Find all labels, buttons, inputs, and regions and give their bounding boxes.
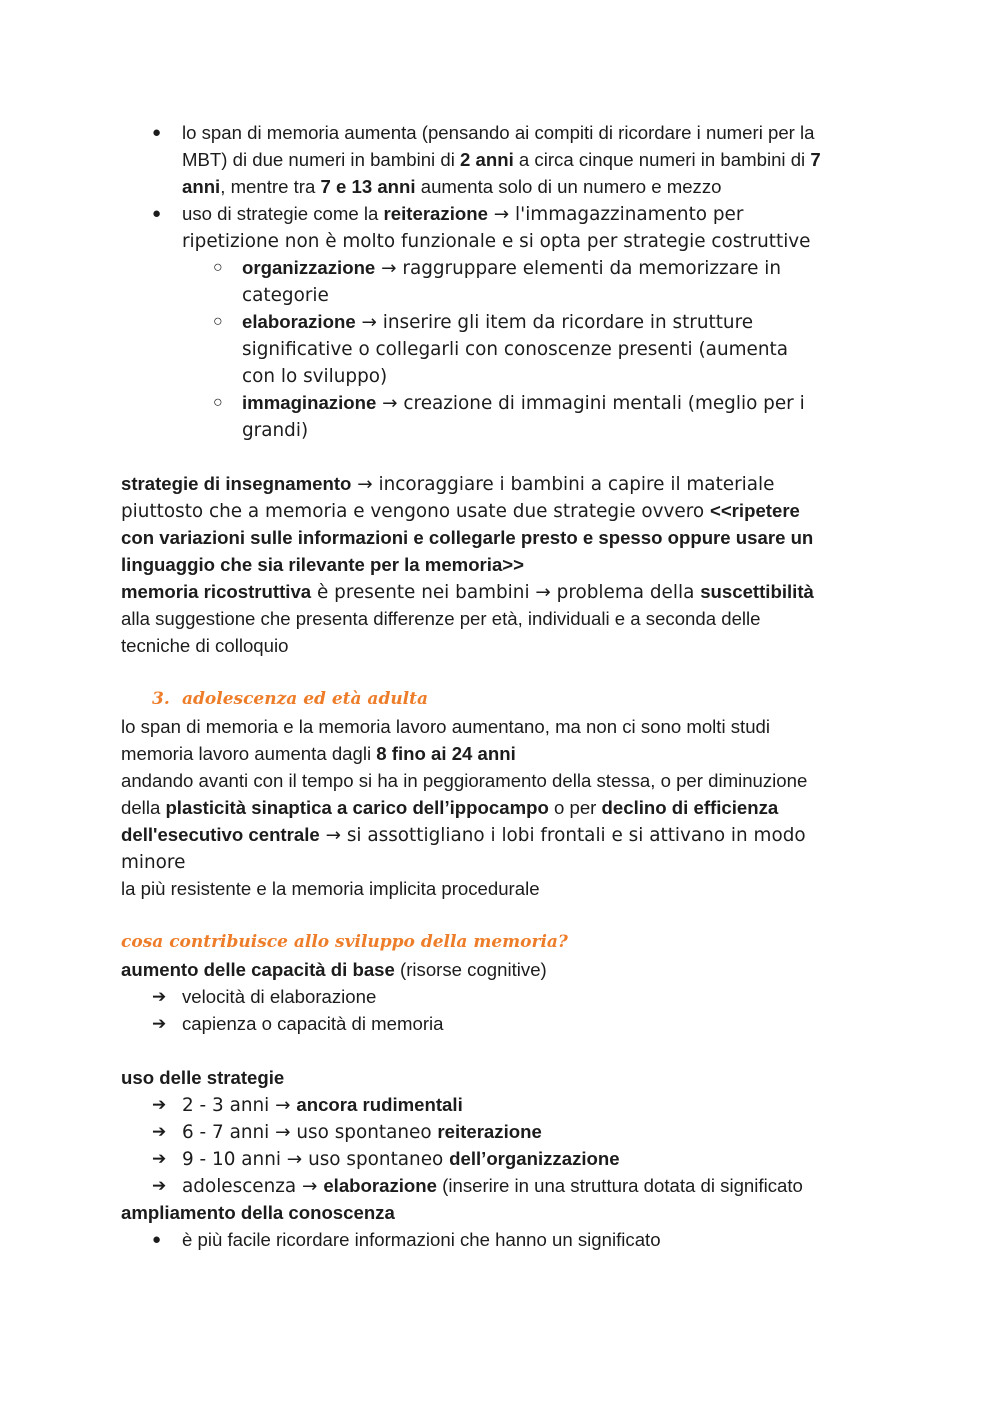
paragraph-line (121, 497, 881, 524)
subbullet-immaginazione (121, 389, 881, 416)
bold-text: dell’organizzazione (449, 1148, 620, 1169)
paragraph-line (121, 632, 881, 659)
bold-text: strategie di insegnamento (121, 473, 352, 494)
text: velocità di elaborazione (182, 986, 377, 1007)
text: la più resistente e la memoria implicita procedurale (121, 878, 540, 899)
bold-text: dell'esecutivo centrale (121, 824, 320, 845)
bold-text: plasticità sinaptica a carico dell’ippocampo (165, 797, 549, 818)
subbullet-line (121, 416, 881, 443)
bold-text: elaborazione (242, 311, 356, 332)
bold-text: <<ripetere (709, 500, 800, 521)
text: 6 - 7 anni → uso spontaneo (182, 1122, 438, 1143)
bold-text: ampliamento della conoscenza (121, 1202, 395, 1223)
paragraph-line (121, 551, 881, 578)
bold-text: reiterazione (383, 203, 488, 224)
bold-text: 2 anni (460, 149, 514, 170)
arrow-item (121, 1118, 881, 1145)
arrow-item (121, 983, 881, 1010)
bold-text: anni (182, 176, 221, 197)
bullet-item (121, 1226, 881, 1253)
text: uso di strategie come la (182, 203, 384, 224)
paragraph-line (121, 470, 881, 497)
arrow-item (121, 1145, 881, 1172)
text: adolescenza → (182, 1176, 324, 1197)
paragraph-line (121, 848, 881, 875)
spacer (121, 1037, 881, 1064)
arrow-item (121, 1010, 881, 1037)
bold-text: 8 fino ai 24 anni (376, 743, 516, 764)
text: memoria lavoro aumenta dagli (121, 743, 377, 764)
paragraph-line (121, 578, 881, 605)
text: → l'immagazzinamento per (487, 204, 744, 225)
paragraph-line (121, 794, 881, 821)
text: lo span di memoria aumenta (pensando ai compiti di ricordare i numeri per la (182, 122, 815, 143)
text: piuttosto che a memoria e vengono usate due strategie ovvero (121, 501, 710, 522)
paragraph-line (121, 875, 881, 902)
spacer (121, 443, 881, 470)
text: con lo sviluppo) (242, 366, 388, 387)
text: grandi) (242, 420, 309, 441)
text: a circa cinque numeri in bambini di (513, 149, 811, 170)
text: significative o collegarli con conoscenze presenti (aumenta (242, 339, 788, 360)
bullet-strategie (121, 200, 881, 227)
arrow-icon: ➔ (152, 987, 167, 1006)
text: (inserire in una struttura dotata di significato (436, 1175, 803, 1196)
bullet-span-memoria (121, 119, 881, 146)
subbullet-elaborazione (121, 308, 881, 335)
spacer (121, 902, 881, 929)
document-body (121, 119, 881, 1253)
text: andando avanti con il tempo si ha in peggioramento della stessa, o per diminuzione (121, 770, 808, 791)
arrow-item (121, 1172, 881, 1199)
subbullet-line (121, 281, 881, 308)
text: capienza o capacità di memoria (182, 1013, 444, 1034)
paragraph-line (121, 767, 881, 794)
heading-text: cosa contribuisce allo sviluppo della memoria? (121, 932, 568, 952)
bold-text: 7 e 13 anni (320, 176, 416, 197)
paragraph-line (121, 740, 881, 767)
text: → raggruppare elementi da memorizzare in (375, 258, 782, 279)
bullet-marker: ● (152, 1231, 162, 1248)
bullet-line (121, 146, 881, 173)
text: è più facile ricordare informazioni che hanno un significato (182, 1229, 661, 1250)
bold-text: elaborazione (323, 1175, 437, 1196)
spacer (121, 659, 881, 686)
text: della (121, 797, 166, 818)
text: → creazione di immagini mentali (meglio per i (376, 393, 805, 414)
heading-text: adolescenza ed età adulta (182, 689, 429, 709)
arrow-icon: ➔ (152, 1122, 167, 1141)
text: categorie (242, 285, 329, 306)
text: lo span di memoria e la memoria lavoro aumentano, ma non ci sono molti studi (121, 716, 771, 737)
section-heading (121, 686, 881, 713)
text: tecniche di colloquio (121, 635, 289, 656)
text: 9 - 10 anni → uso spontaneo (182, 1149, 450, 1170)
bold-text: organizzazione (242, 257, 376, 278)
subbullet-marker: ○ (213, 259, 223, 276)
bold-text: memoria ricostruttiva (121, 581, 312, 602)
bold-text: aumento delle capacità di base (121, 959, 395, 980)
arrow-icon: ➔ (152, 1176, 167, 1195)
text: → si assottigliano i lobi frontali e si attivano in modo (319, 825, 806, 846)
arrow-icon: ➔ (152, 1149, 167, 1168)
subbullet-marker: ○ (213, 313, 223, 330)
bold-text: con variazioni sulle informazioni e collegarle presto e spesso oppure usare un (121, 527, 814, 548)
bold-text: 7 (810, 149, 821, 170)
text: (risorse cognitive) (394, 959, 547, 980)
bullet-line (121, 227, 881, 254)
subbullet-organizzazione (121, 254, 881, 281)
arrow-icon: ➔ (152, 1095, 167, 1114)
text: ripetizione non è molto funzionale e si opta per strategie costruttive (182, 231, 811, 252)
paragraph-line (121, 605, 881, 632)
paragraph-line (121, 1064, 881, 1091)
subbullet-line (121, 335, 881, 362)
paragraph-line (121, 524, 881, 551)
bold-text: uso delle strategie (121, 1067, 285, 1088)
paragraph-line (121, 713, 881, 740)
subbullet-marker: ○ (213, 394, 223, 411)
text: alla suggestione che presenta differenze per età, individuali e a seconda delle (121, 608, 761, 629)
text: aumenta solo di un numero e mezzo (415, 176, 722, 197)
bullet-line (121, 173, 881, 200)
bold-text: immaginazione (242, 392, 377, 413)
text: → inserire gli item da ricordare in strutture (355, 312, 754, 333)
bullet-marker: ● (152, 124, 162, 141)
arrow-item (121, 1091, 881, 1118)
paragraph-line (121, 821, 881, 848)
paragraph-line (121, 1199, 881, 1226)
subbullet-line (121, 362, 881, 389)
text: MBT) di due numeri in bambini di (182, 149, 460, 170)
paragraph-line (121, 956, 881, 983)
section-heading (121, 929, 881, 956)
bullet-marker: ● (152, 205, 162, 222)
text: o per (548, 797, 602, 818)
text: è presente nei bambini → problema della (311, 582, 701, 603)
bold-text: reiterazione (437, 1121, 542, 1142)
text: , mentre tra (220, 176, 321, 197)
text: → incoraggiare i bambini a capire il materiale (351, 474, 775, 495)
bold-text: ancora rudimentali (296, 1094, 463, 1115)
text: minore (121, 852, 186, 873)
heading-number: 3. (152, 689, 170, 709)
text: 2 - 3 anni → (182, 1095, 297, 1116)
bold-text: declino di efficienza (601, 797, 779, 818)
arrow-icon: ➔ (152, 1014, 167, 1033)
bold-text: suscettibilità (700, 581, 814, 602)
bold-text: linguaggio che sia rilevante per la memoria>> (121, 554, 525, 575)
